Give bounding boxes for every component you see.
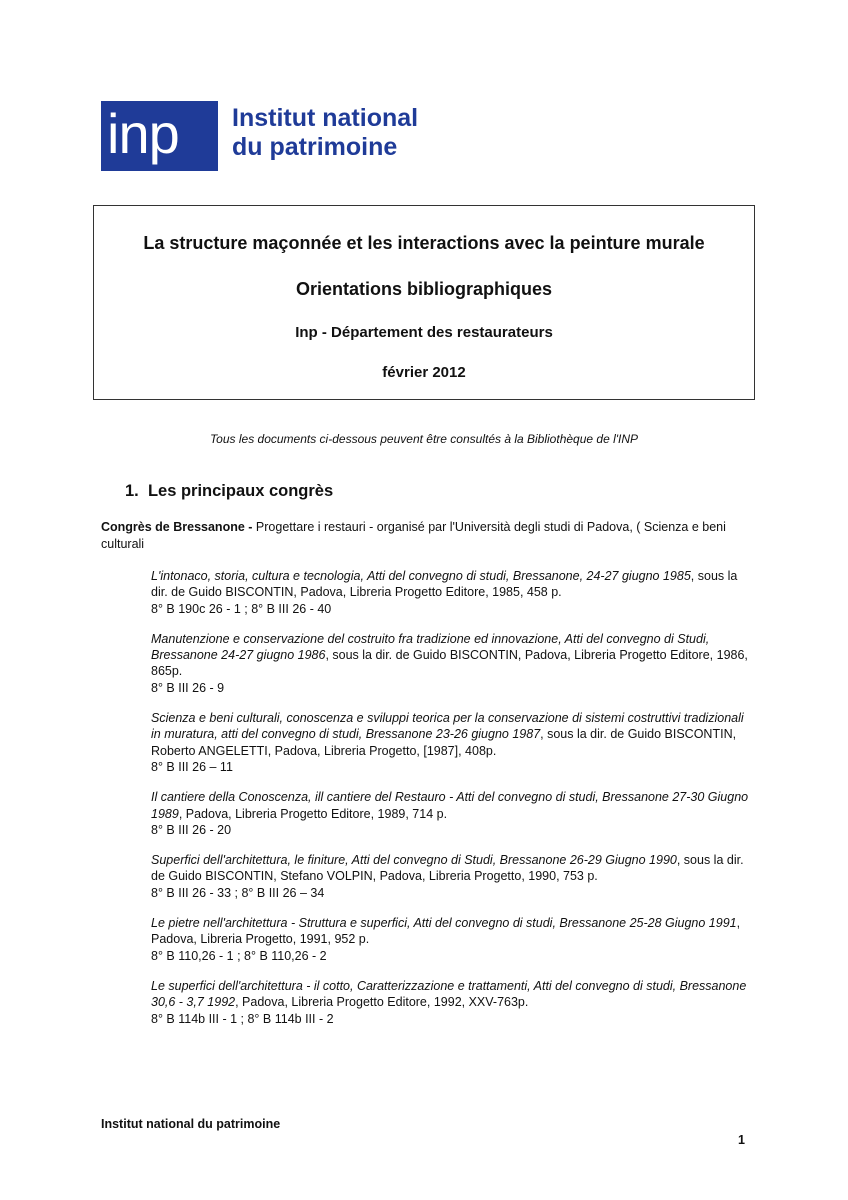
footer-institution: Institut national du patrimoine xyxy=(101,1117,281,1131)
bibliography-entry xyxy=(151,568,751,617)
section-number: 1. xyxy=(125,482,139,500)
entry-title: Superfici dell'architettura, le finiture, Atti del convegno di Studi, Bressanone 26-29 Giugno 1990 xyxy=(151,853,677,868)
entry-details: , Padova, Libreria Progetto Editore, 1989, 714 p. xyxy=(178,806,448,821)
entry-title: Manutenzione e conservazione del costruito fra tradizione ed innovazione, Atti del convegno di Studi, Bressanone 24-27 giugno 1986 xyxy=(151,631,710,663)
entry-title: Scienza e beni culturali, conoscenza e sviluppi teorica per la conservazione di sistemi costruttivi tradizionali in muratura, atti del convegno di studi, Bressanone 23-26 giugno 1987 xyxy=(151,711,744,742)
page-number: 1 xyxy=(738,1133,745,1147)
bibliography-entry xyxy=(151,710,751,775)
entry-details: , sous la dir. de Guido BISCONTIN, Roberto ANGELETTI, Padova, Libreria Progetto, [1987], 408p. xyxy=(151,727,737,758)
bibliography-list xyxy=(151,568,751,1041)
entry-title: Le pietre nell'architettura - Struttura e superfici, Atti del convegno di studi, Bressanone 25-28 Giugno 1991 xyxy=(151,916,737,931)
entry-title: L'intonaco, storia, cultura e tecnologia, Atti del convegno di studi, Bressanone, 24-27 giugno 1985 xyxy=(151,569,691,583)
title-box xyxy=(93,205,755,400)
section-heading xyxy=(125,482,333,501)
entry-title: Le superfici dell'architettura - il cotto, Caratterizzazione e trattamenti, Atti del convegno di studi, Bressanone 30,6 - 3,7 1992 xyxy=(151,978,747,1010)
bibliography-entry xyxy=(151,852,751,901)
consultation-note: Tous les documents ci-dessous peuvent être consultés à la Bibliothèque de l'INP xyxy=(209,432,639,446)
inp-logo-text xyxy=(232,104,418,162)
inp-logo-mark: inp xyxy=(101,101,218,171)
bibliography-entry xyxy=(151,978,751,1027)
inp-logo xyxy=(101,101,418,171)
document-subtitle: Orientations bibliographiques xyxy=(295,279,553,299)
congres-description: Progettare i restauri - organisé par l'Università degli studi di Padova, ( Scienza e beni culturali xyxy=(101,520,726,551)
department-label: Inp - Département des restaurateurs xyxy=(295,324,553,341)
document-date: février 2012 xyxy=(382,364,466,381)
logo-line-2: du patrimoine xyxy=(232,133,398,161)
entry-cote: 8° B 110,26 - 1 ; 8° B 110,26 - 2 xyxy=(151,948,327,963)
bibliography-entry xyxy=(151,915,751,964)
entry-details: , sous la dir. de Guido BISCONTIN, Stefano VOLPIN, Padova, Libreria Progetto, 1990, 753 p. xyxy=(151,853,744,884)
document-title: La structure maçonnée et les interactions avec la peinture murale xyxy=(143,233,705,253)
bibliography-entry xyxy=(151,631,751,696)
bibliography-entry xyxy=(151,789,751,838)
entry-cote: 8° B III 26 - 33 ; 8° B III 26 – 34 xyxy=(151,885,325,900)
congres-intro xyxy=(101,519,751,553)
section-title: Les principaux congrès xyxy=(147,482,334,500)
entry-cote: 8° B 190c 26 - 1 ; 8° B III 26 - 40 xyxy=(151,601,332,616)
entry-title: Il cantiere della Conoscenza, ill cantiere del Restauro - Atti del convegno di studi, Bressanone 27-30 Giugno 1989 xyxy=(151,790,749,821)
entry-details: , sous la dir. de Guido BISCONTIN, Padova, Libreria Progetto Editore, 1985, 458 p. xyxy=(151,569,738,600)
entry-details: , sous la dir. de Guido BISCONTIN, Padova, Libreria Progetto Editore, 1986, 865p. xyxy=(151,648,748,679)
entry-details: , Padova, Libreria Progetto Editore, 1992, XXV-763p. xyxy=(235,995,529,1010)
entry-cote: 8° B III 26 - 20 xyxy=(151,822,232,837)
entry-cote: 8° B III 26 – 11 xyxy=(151,759,233,774)
entry-details: , Padova, Libreria Progetto, 1991, 952 p. xyxy=(151,916,741,947)
entry-cote: 8° B 114b III - 1 ; 8° B 114b III - 2 xyxy=(151,1011,334,1026)
congres-name: Congrès de Bressanone - xyxy=(101,520,253,534)
entry-cote: 8° B III 26 - 9 xyxy=(151,680,225,695)
logo-line-1: Institut national xyxy=(232,104,419,132)
